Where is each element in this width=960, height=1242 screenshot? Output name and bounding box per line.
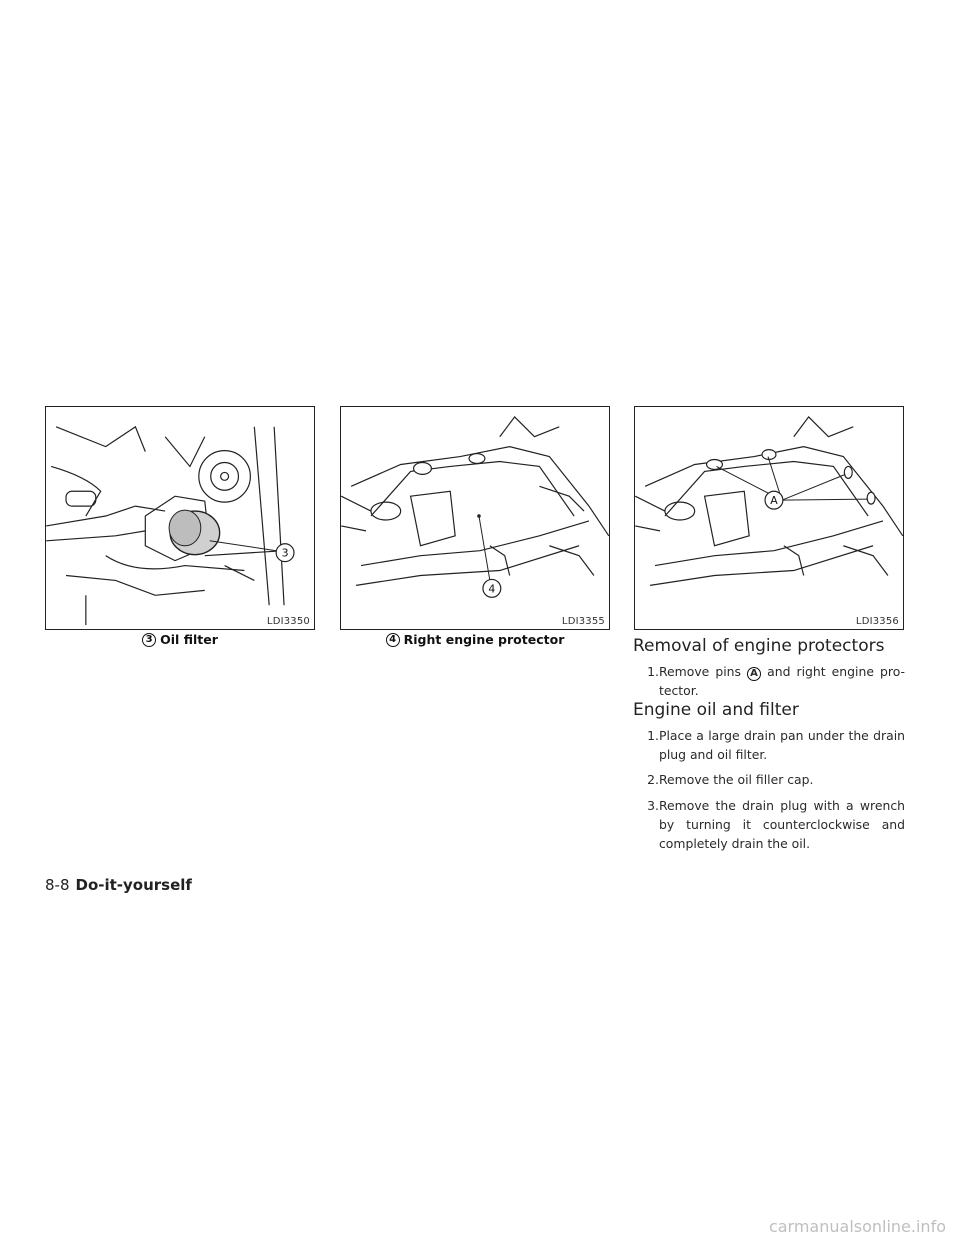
figure-right-engine-protector [340,406,610,630]
step-item [633,662,905,700]
figure-caption-oil-filter [45,632,315,647]
section-heading-removal: Removal of engine protectors [633,636,885,656]
figure-code: LDI3350 [266,616,310,627]
step-item [633,770,905,789]
section-heading-engine-oil: Engine oil and filter [633,700,799,720]
step-text-post: and right engine pro-tector. [659,664,905,698]
watermark: carmanualsonline.info [768,1217,946,1236]
step-text: Place a large drain pan under the drain plug and oil filter. [659,728,905,762]
step-number: 1. [647,664,659,679]
caption-text: Oil filter [160,632,218,647]
figure-code: LDI3355 [561,616,605,627]
step-text: Remove the oil filler cap. [659,772,814,787]
engine-protector-pins-illustration [635,407,903,629]
step-item [633,726,905,764]
step-number: 2. [647,772,659,787]
callout-icon-a: A [747,667,761,681]
callout-icon-3: 3 [142,633,156,647]
caption-text: Right engine protector [403,632,565,647]
step-item [633,796,905,853]
step-text-pre: Remove pins [659,664,741,679]
page-number: 8-8 [45,876,70,894]
section-name: Do-it-yourself [75,876,192,894]
figure-oil-filter [45,406,315,630]
callout-icon-4: 4 [386,633,400,647]
page-footer [45,876,192,894]
engine-protector-illustration [341,407,609,629]
step-number: 1. [647,728,659,743]
figure-engine-protector-pins [634,406,904,630]
figure-callout-a: A [770,494,778,508]
figure-caption-right-engine-protector [340,632,610,647]
oil-filter-illustration [46,407,314,629]
figure-callout-3: 3 [281,546,289,560]
figure-code: LDI3356 [855,616,899,627]
figure-callout-4: 4 [488,582,496,596]
step-text: Remove the drain plug with a wrench by turning it counterclockwise and completely drain the oil. [659,798,905,851]
step-number: 3. [647,798,659,813]
